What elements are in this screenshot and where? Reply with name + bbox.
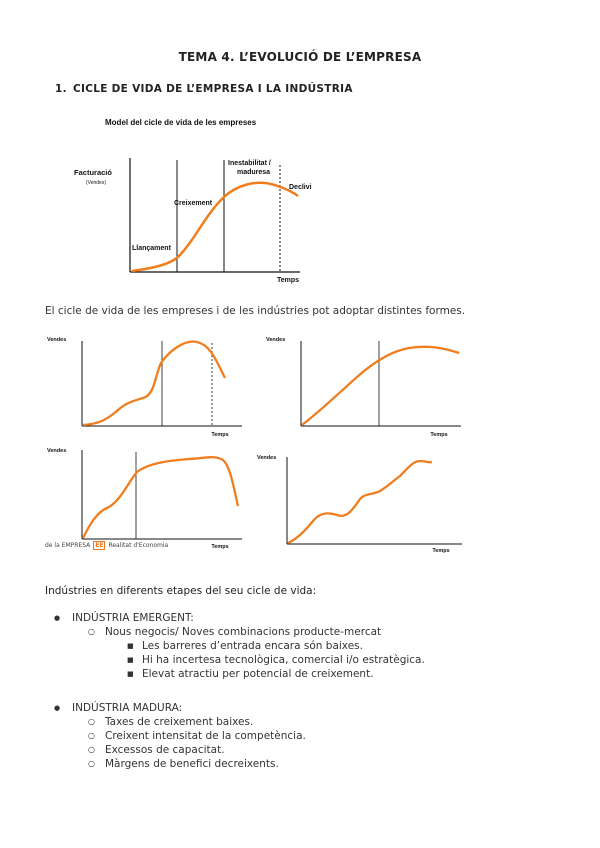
intro-paragraph: El cicle de vida de les empreses i de les indústries pot adoptar distintes formes.: [45, 305, 466, 317]
small-chart-1: [45, 333, 245, 441]
list-subitem: ○ Taxes de creixement baixes.: [44, 715, 564, 729]
x-axis-label: Temps: [211, 432, 229, 438]
small-chart-3: [45, 444, 245, 554]
list-subitem: ○ Creixent intensitat de la competència.: [44, 729, 564, 743]
stage-label-growth: Creixement: [174, 200, 213, 207]
y-axis-label: Vendes: [257, 455, 277, 461]
logo-right-text: Realitat d'Economia: [108, 542, 169, 549]
small-chart-2: [264, 333, 464, 441]
section-number: 1.: [55, 83, 67, 95]
y-axis-label: Vendes: [47, 448, 67, 454]
sales-curve: [83, 457, 238, 538]
y-axis-label: Vendes: [266, 337, 286, 343]
section-title: CICLE DE VIDA DE L’EMPRESA I LA INDÚSTRIA: [73, 83, 353, 95]
industries-list: [44, 611, 564, 771]
list-subitem: ○ Nous negocis/ Noves combinacions producte-mercat: [44, 625, 564, 639]
source-logo: [45, 541, 168, 550]
x-axis-label: Temps: [276, 277, 300, 284]
logo-mark: ÉE: [95, 542, 104, 549]
small-chart-4: [255, 451, 465, 561]
page-title: TEMA 4. L’EVOLUCIÓ DE L’EMPRESA: [178, 50, 422, 64]
sales-curve: [83, 342, 225, 425]
x-axis-label: Temps: [211, 544, 229, 550]
stage-label-launch: Llançament: [132, 245, 171, 252]
x-axis-label: Temps: [432, 548, 450, 554]
y-axis-sublabel: (Vendes): [85, 180, 107, 186]
x-axis-label: Temps: [430, 432, 448, 438]
sales-curve: [302, 347, 459, 425]
list-subitem: ○ Màrgens de benefici decreixents.: [44, 757, 564, 771]
stage-label-decline: Declivi: [289, 184, 312, 191]
industries-intro: Indústries en diferents etapes del seu cicle de vida:: [45, 585, 317, 597]
life-cycle-chart: [60, 110, 320, 290]
stage-label-maturity-2: maduresa: [237, 169, 271, 176]
stage-label-maturity-1: Inestabilitat /: [228, 160, 271, 167]
list-subsubitem: ■ Hi ha incertesa tecnològica, comercial i/o estratègica.: [44, 653, 564, 667]
chart-title: Model del cicle de vida de les empreses: [105, 118, 257, 127]
list-subitem: ○ Excessos de capacitat.: [44, 743, 564, 757]
list-subsubitem: ■ Les barreres d’entrada encara són baixes.: [44, 639, 564, 653]
section-heading: [55, 83, 353, 95]
list-item-emergent: ● INDÚSTRIA EMERGENT:: [44, 611, 564, 625]
sales-curve: [288, 461, 432, 543]
life-cycle-curve: [132, 183, 298, 271]
y-axis-label: Facturació: [74, 168, 112, 177]
list-item-madura: ● INDÚSTRIA MADURA:: [44, 701, 564, 715]
y-axis-label: Vendes: [47, 337, 67, 343]
list-subsubitem: ■ Elevat atractiu per potencial de creixement.: [44, 667, 564, 681]
logo-left-text: de la EMPRESA: [45, 542, 91, 549]
